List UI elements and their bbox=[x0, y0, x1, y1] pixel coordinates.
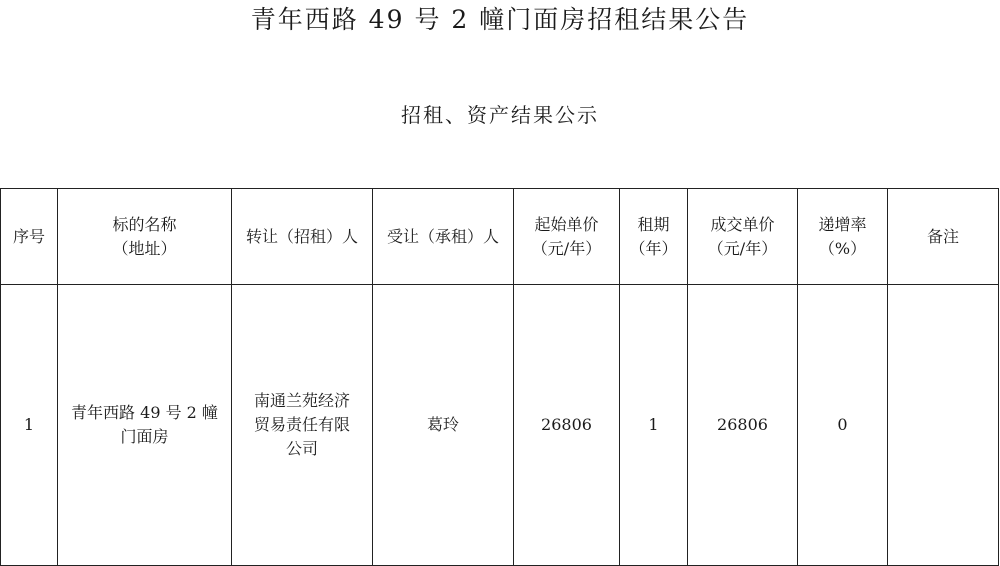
header-index bbox=[1, 189, 58, 285]
header-lease-term bbox=[620, 189, 688, 285]
header-remark bbox=[888, 189, 999, 285]
cell-transferor-line-2: 贸易责任有限 bbox=[253, 415, 350, 434]
header-subject-label: 标的名称 bbox=[112, 214, 177, 234]
header-starting-price-label: 起始单价 bbox=[534, 214, 599, 234]
header-transferor-label: 转让（招租）人 bbox=[245, 226, 358, 246]
header-lease-term-label: 租期 bbox=[637, 214, 670, 234]
cell-subject-line-1: 青年西路 49 号 2 幢 bbox=[71, 403, 218, 422]
header-deal-price bbox=[688, 189, 798, 285]
header-lease-term-unit: （年） bbox=[629, 238, 678, 258]
header-transferee-label: 受让（承租）人 bbox=[386, 226, 499, 246]
header-increase-rate bbox=[798, 189, 888, 285]
cell-starting-price: 26806 bbox=[514, 285, 620, 566]
header-starting-price bbox=[514, 189, 620, 285]
header-increase-rate-label: 递增率 bbox=[818, 214, 867, 234]
cell-deal-price: 26806 bbox=[688, 285, 798, 566]
header-remark-label: 备注 bbox=[926, 226, 959, 246]
result-table bbox=[0, 188, 999, 566]
cell-transferee: 葛玲 bbox=[373, 285, 514, 566]
cell-remark bbox=[888, 285, 999, 566]
document-title: 青年西路 49 号 2 幢门面房招租结果公告 bbox=[250, 5, 750, 34]
header-transferee bbox=[373, 189, 514, 285]
table-row bbox=[1, 285, 999, 566]
cell-transferor bbox=[232, 285, 373, 566]
cell-index: 1 bbox=[1, 285, 58, 566]
header-deal-price-unit: （元/年） bbox=[707, 238, 778, 258]
header-transferor bbox=[232, 189, 373, 285]
cell-transferor-line-3: 公司 bbox=[285, 439, 318, 458]
header-subject-sublabel: （地址） bbox=[112, 238, 177, 258]
header-starting-price-unit: （元/年） bbox=[531, 238, 602, 258]
header-subject bbox=[58, 189, 232, 285]
cell-transferor-line-1: 南通兰苑经济 bbox=[253, 391, 350, 410]
cell-lease-term: 1 bbox=[620, 285, 688, 566]
header-deal-price-label: 成交单价 bbox=[710, 214, 775, 234]
cell-subject-line-2: 门面房 bbox=[120, 427, 169, 446]
header-index-label: 序号 bbox=[12, 226, 45, 246]
cell-subject bbox=[58, 285, 232, 566]
section-title: 招租、资产结果公示 bbox=[401, 103, 599, 127]
table-header-row bbox=[1, 189, 999, 285]
cell-increase-rate: 0 bbox=[798, 285, 888, 566]
header-increase-rate-unit: （%） bbox=[818, 238, 867, 258]
